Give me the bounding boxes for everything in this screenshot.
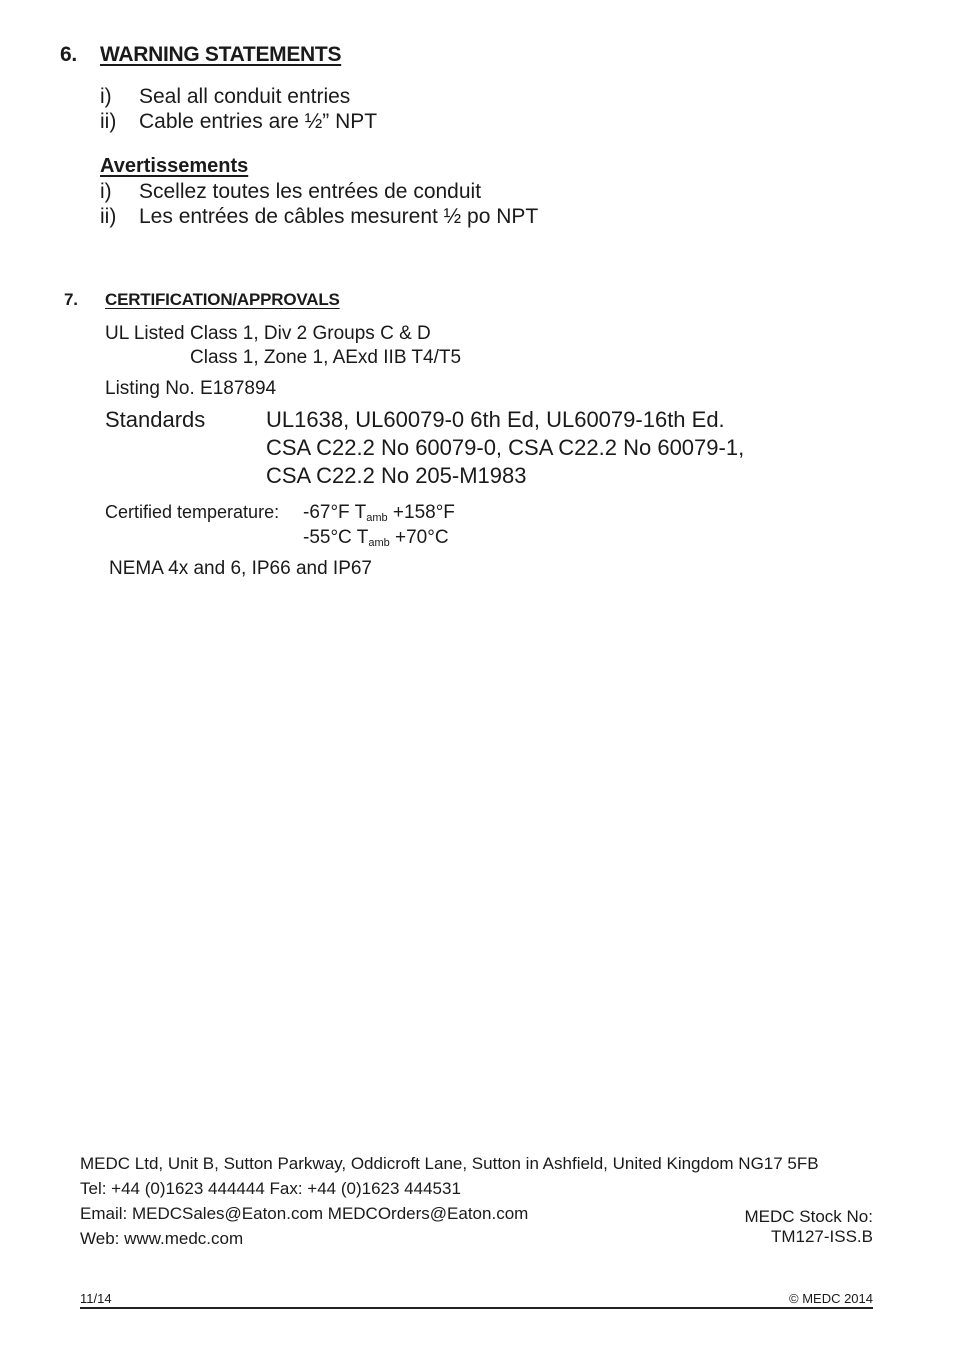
section-6-number: 6.: [60, 43, 77, 66]
stock-number: TM127-ISS.B: [770, 1227, 873, 1246]
section-7-title: CERTIFICATION/APPROVALS: [105, 290, 340, 309]
french-item-text: Scellez toutes les entrées de conduit: [139, 180, 482, 203]
temperature-celsius: -55°C $T_{amb} +70^\circ C$: [303, 527, 449, 549]
french-item-text: Les entrées de câbles mesurent ½ po NPT: [139, 205, 539, 228]
stock-label: MEDC Stock No:: [744, 1207, 873, 1226]
standards-label: Standards: [105, 407, 206, 432]
copyright: © MEDC 2014: [789, 1291, 873, 1306]
warning-item-text: Cable entries are ½” NPT: [139, 110, 378, 133]
company-email: Email: MEDCSales@Eaton.com MEDCOrders@Eaton.com: [80, 1204, 529, 1223]
nema-rating: NEMA 4x and 6, IP66 and IP67: [109, 558, 373, 579]
listing-number: Listing No. E187894: [105, 378, 277, 399]
standards-line: CSA C22.2 No 205-M1983: [266, 463, 527, 488]
company-phone: Tel: +44 (0)1623 444444 Fax: +44 (0)1623 444531: [80, 1179, 461, 1198]
issue-date: 11/14: [80, 1291, 112, 1306]
warning-item-num: ii): [100, 110, 117, 133]
french-warning-title: Avertissements: [100, 155, 249, 177]
ul-listed-label: UL Listed: [105, 323, 185, 344]
french-item-num: ii): [100, 205, 117, 228]
company-web: Web: www.medc.com: [80, 1229, 244, 1248]
standards-line: UL1638, UL60079-0 6th Ed, UL60079-16th Ed.: [266, 407, 725, 432]
warning-item-num: i): [100, 85, 112, 108]
section-7-number: 7.: [64, 290, 78, 309]
standards-line: CSA C22.2 No 60079-0, CSA C22.2 No 60079-1,: [266, 435, 745, 460]
ul-class-line: Class 1, Zone 1, AExd IIB T4/T5: [190, 347, 462, 368]
certified-temperature-label: Certified temperature:: [105, 502, 280, 522]
warning-item-text: Seal all conduit entries: [139, 85, 351, 108]
company-address: MEDC Ltd, Unit B, Sutton Parkway, Oddicroft Lane, Sutton in Ashfield, United Kingdom NG17 5FB: [80, 1154, 819, 1173]
footer-divider: [80, 1307, 873, 1309]
temperature-fahrenheit: -67°F $T_{amb} +158^\circ F$: [303, 502, 455, 524]
section-6-title: WARNING STATEMENTS: [100, 43, 342, 66]
ul-class-line: Class 1, Div 2 Groups C & D: [190, 323, 431, 344]
french-item-num: i): [100, 180, 112, 203]
